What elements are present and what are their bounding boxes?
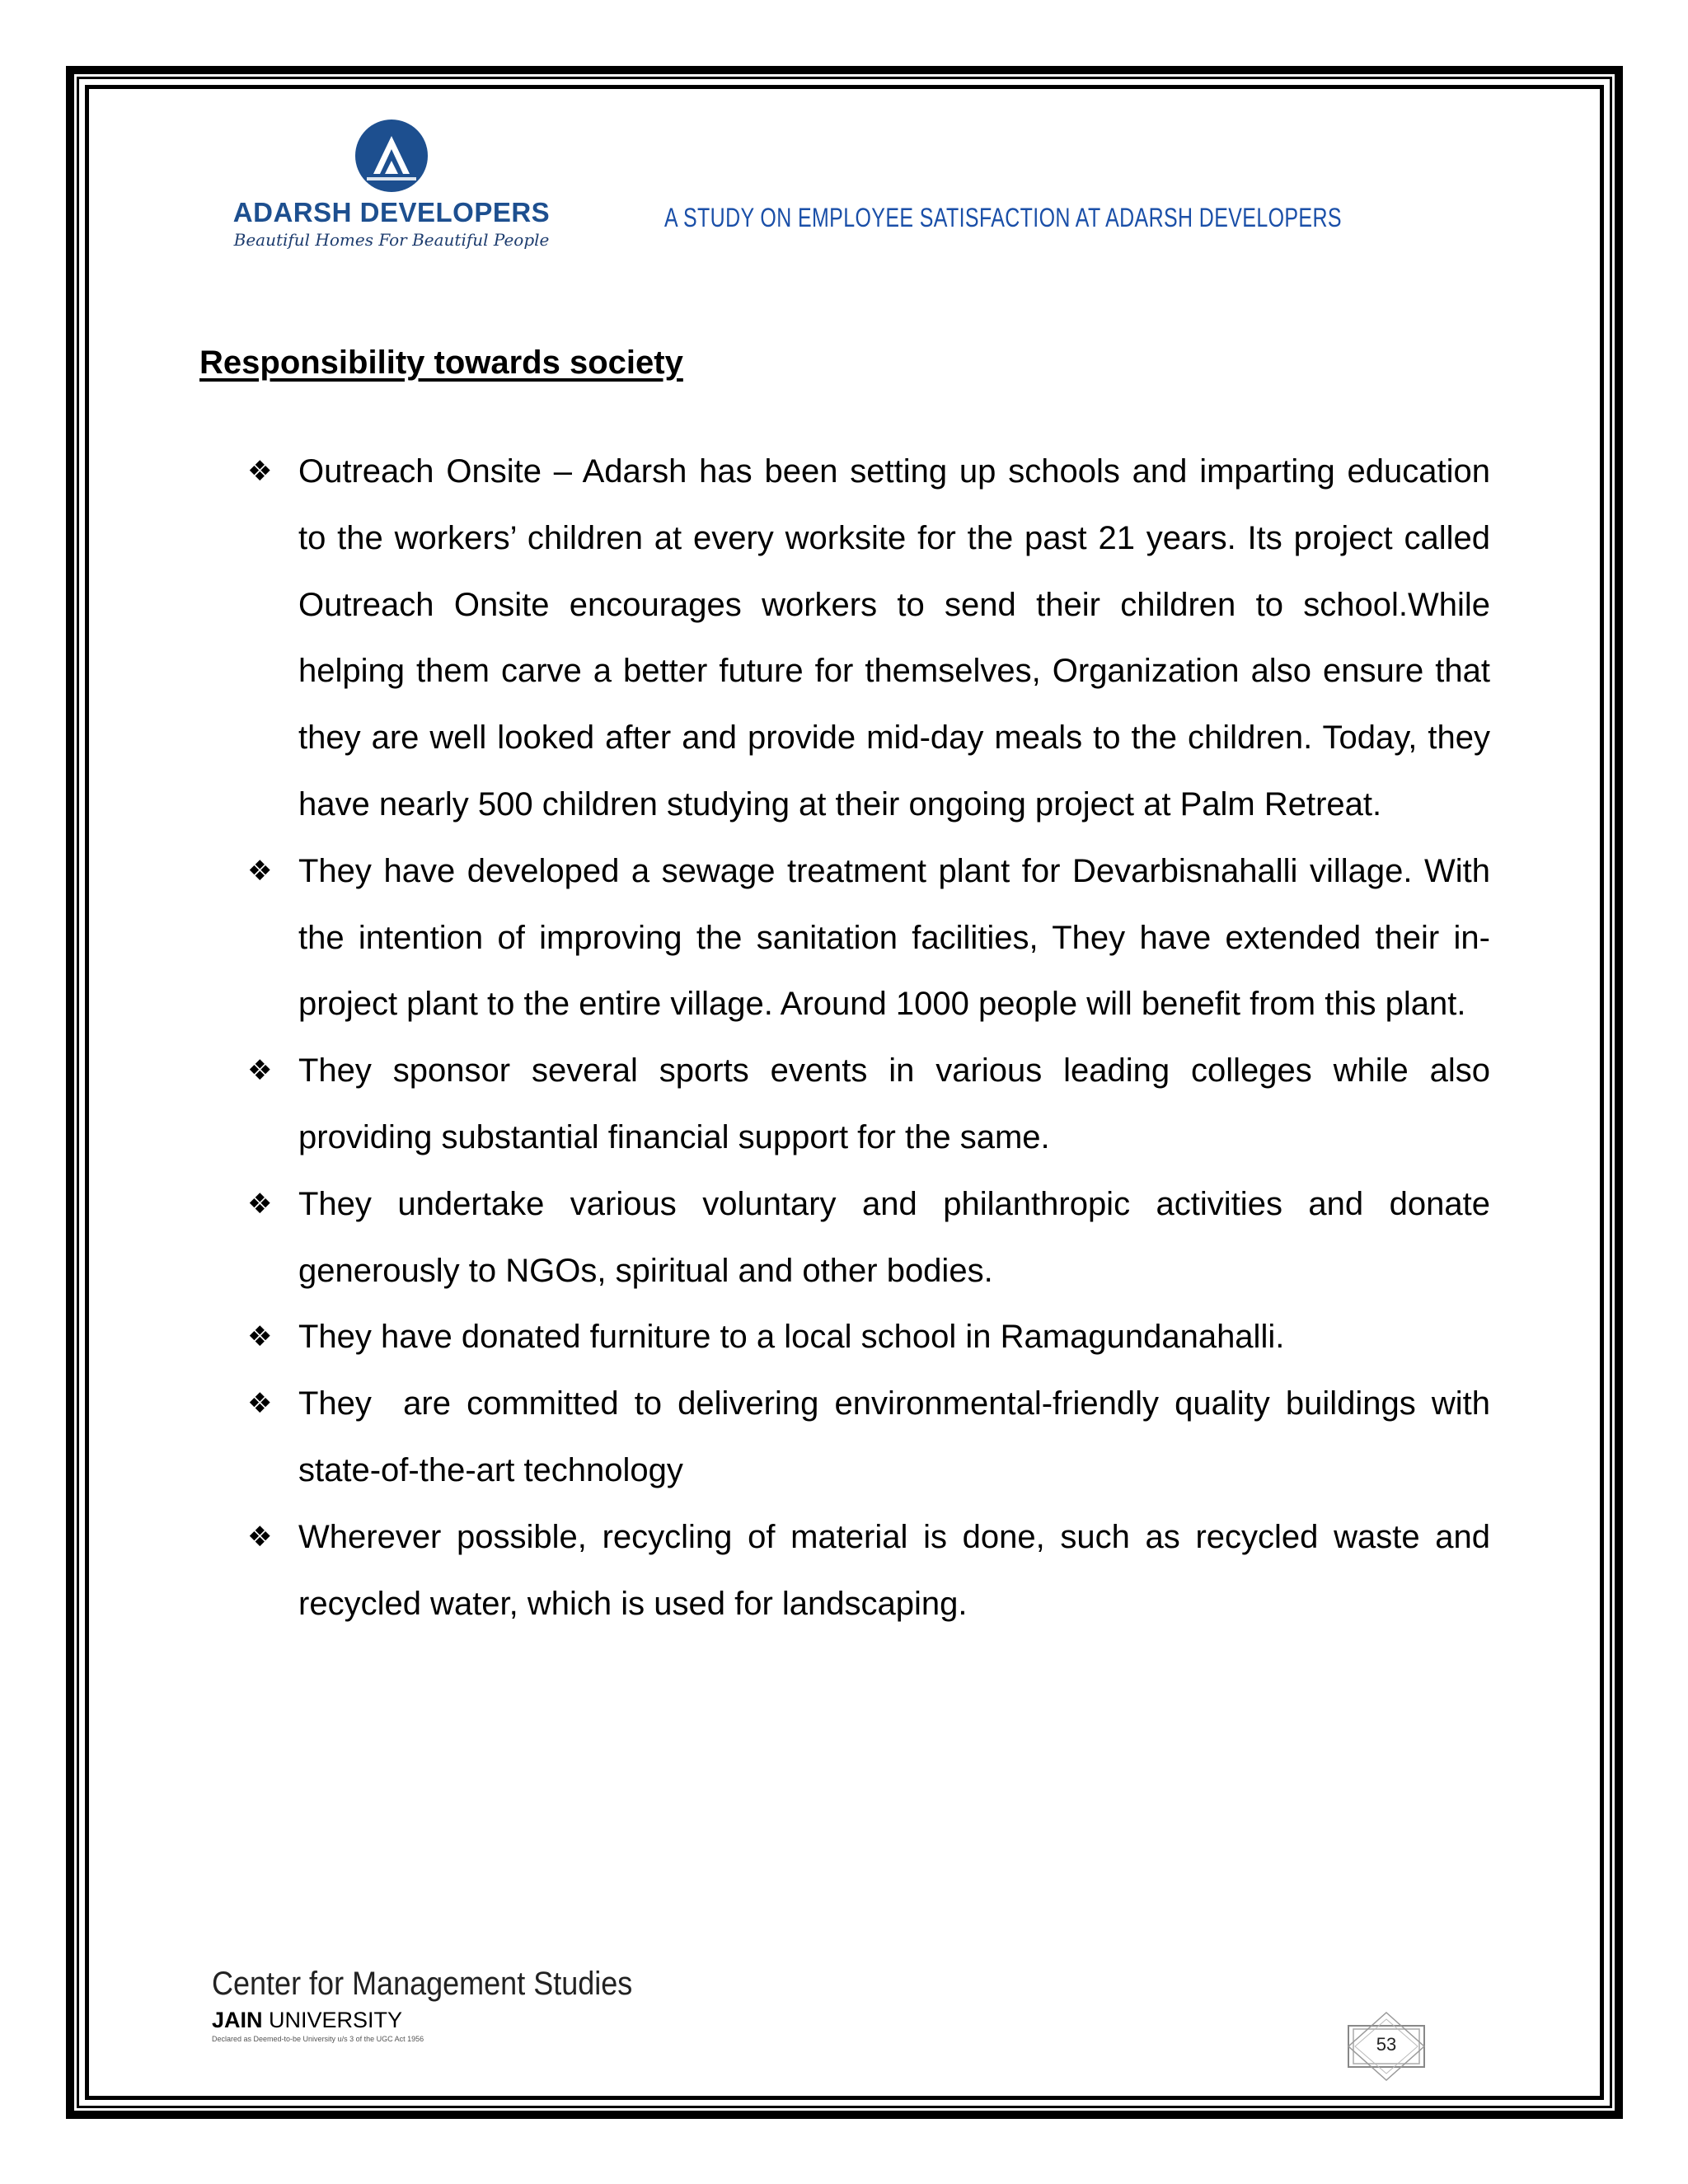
footer xyxy=(212,1966,679,2043)
diamond-bullet-icon: ❖ xyxy=(247,1520,273,1554)
list-item-text: They sponsor several sports events in various leading colleges while also providing substantial financial support for the same. xyxy=(298,1052,1490,1155)
list-item xyxy=(247,1504,1490,1638)
list-item-text: They have donated furniture to a local school in Ramagundanahalli. xyxy=(298,1319,1285,1356)
diamond-bullet-icon: ❖ xyxy=(247,455,273,488)
section-heading: Responsibility towards society xyxy=(199,344,683,381)
list-item-text: Outreach Onsite – Adarsh has been setting up schools and imparting education to the workers’ children at every worksite for the past 21 years. Its project called Outreach Onsite encourages workers to send their children to school.While helping them carve a better future for themselves, Organization also ensure that they are well looked after and provide mid-day meals to the children. Today, they have nearly 500 children studying at their ongoing project at Palm Retreat. xyxy=(298,453,1490,823)
study-title: A STUDY ON EMPLOYEE SATISFACTION AT ADARSH DEVELOPERS xyxy=(664,203,1342,232)
list-item xyxy=(247,838,1490,1038)
list-item xyxy=(247,1371,1500,1504)
list-item-text: They have developed a sewage treatment plant for Devarbisnahalli village. With the intention of improving the sanitation facilities, They have extended their in-project plant to the entire village. Around 1000 people will benefit from this plant. xyxy=(298,852,1490,1023)
list-item xyxy=(247,438,1490,838)
list-item xyxy=(247,1304,1490,1371)
page-number: 53 xyxy=(1376,2034,1397,2055)
list-item-text: They undertake various voluntary and philanthropic activities and donate generously to NGOs, spiritual and other bodies. xyxy=(298,1185,1490,1289)
list-item xyxy=(247,1171,1490,1305)
footer-center-name: Center for Management Studies xyxy=(212,1966,633,2002)
page-number-badge xyxy=(1345,2011,1428,2082)
bullet-list xyxy=(247,438,1500,1637)
footer-university-bold: JAIN xyxy=(212,2008,263,2032)
diamond-bullet-icon: ❖ xyxy=(247,1054,273,1088)
list-item xyxy=(247,1038,1490,1171)
diamond-bullet-icon: ❖ xyxy=(247,1320,273,1354)
footer-fine-print: Declared as Deemed-to-be University u/s 3 of the UGC Act 1956 xyxy=(212,2035,424,2043)
company-logo xyxy=(223,120,560,250)
adarsh-logo-icon xyxy=(355,120,428,192)
footer-university xyxy=(212,2008,679,2033)
company-tagline: Beautiful Homes For Beautiful People xyxy=(233,230,550,250)
diamond-bullet-icon: ❖ xyxy=(247,1187,273,1221)
footer-university-rest: UNIVERSITY xyxy=(262,2008,403,2032)
diamond-bullet-icon: ❖ xyxy=(247,1387,273,1421)
company-name: ADARSH DEVELOPERS xyxy=(232,197,551,227)
list-item-text: They are committed to delivering environmental-friendly quality buildings with state-of-the-art technology xyxy=(298,1385,1500,1488)
diamond-bullet-icon: ❖ xyxy=(247,854,273,888)
list-item-text: Wherever possible, recycling of material is done, such as recycled waste and recycled water, which is used for landscaping. xyxy=(298,1518,1490,1622)
